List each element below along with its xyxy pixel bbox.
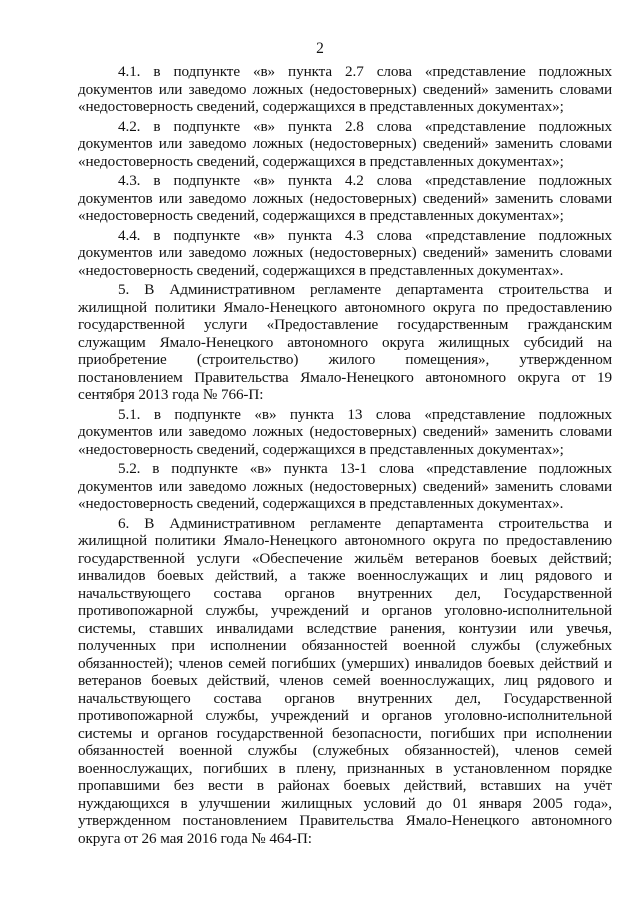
document-body — [78, 63, 612, 849]
paragraph-5-2: 5.2. в подпункте «в» пункта 13-1 слова «представление подложных документов или заведомо ложных (недостоверных) сведений» заменить словами «недостоверность сведений, содержащихся в представленных документах». — [78, 460, 612, 512]
page-number: 2 — [316, 40, 324, 57]
paragraph-5-1: 5.1. в подпункте «в» пункта 13 слова «представление подложных документов или заведомо ложных (недостоверных) сведений» заменить словами «недостоверность сведений, содержащихся в представленных документах»; — [78, 405, 612, 458]
paragraph-5: 5. В Административном регламенте департамента строительства и жилищной политики Ямало-Ненецкого автономного округа по предоставлению государственной услуги «Предоставление государственным гражданским служащим Ямало-Ненецкого автономного округа жилищных субсидий на приобретение (строительство) жилого помещения», утвержденном постановлением Правительства Ямало-Ненецкого автономного округа от 19 сентября 2013 года № 766-П: — [78, 281, 612, 403]
paragraph-4-1: 4.1. в подпункте «в» пункта 2.7 слова «представление подложных документов или заведомо ложных (недостоверных) сведений» заменить словами «недостоверность сведений, содержащихся в представленных документах»; — [78, 63, 612, 115]
paragraph-4-4: 4.4. в подпункте «в» пункта 4.3 слова «представление подложных документов или заведомо ложных (недостоверных) сведений» заменить словами «недостоверность сведений, содержащихся в представленных документах». — [78, 226, 612, 279]
paragraph-6: 6. В Административном регламенте департамента строительства и жилищной политики Ямало-Ненецкого автономного округа по предоставлению государственной услуги «Обеспечение жильём ветеранов боевых действий; инвалидов боевых действий, а также военнослужащих и лиц рядового и начальствующего состава органов внутренних дел, Государственной противопожарной службы, учреждений и органов уголовно-исполнительной системы, ставших инвалидами вследствие ранения, контузии или увечья, полученных при исполнении обязанностей военной службы (служебных обязанностей); членов семей погибших (умерших) инвалидов боевых действий и ветеранов боевых действий, членов семей военнослужащих, лиц рядового и начальствующего состава органов внутренних дел, Государственной противопожарной службы, учреждений и органов уголовно-исполнительной системы и органов государственной безопасности, погибших при исполнении обязанностей военной службы (служебных обязанностей), членов семей военнослужащих, погибших в плену, признанных в установленном порядке пропавшими без вести в районах боевых действий, вставших на учёт нуждающихся в улучшении жилищных условий до 01 января 2005 года», утвержденном постановлением Правительства Ямало-Ненецкого автономного округа от 26 мая 2016 года № 464-П: — [78, 514, 612, 847]
paragraph-4-2: 4.2. в подпункте «в» пункта 2.8 слова «представление подложных документов или заведомо ложных (недостоверных) сведений» заменить словами «недостоверность сведений, содержащихся в представленных документах»; — [78, 117, 612, 170]
paragraph-4-3: 4.3. в подпункте «в» пункта 4.2 слова «представление подложных документов или заведомо ложных (недостоверных) сведений» заменить словами «недостоверность сведений, содержащихся в представленных документах»; — [78, 172, 612, 224]
